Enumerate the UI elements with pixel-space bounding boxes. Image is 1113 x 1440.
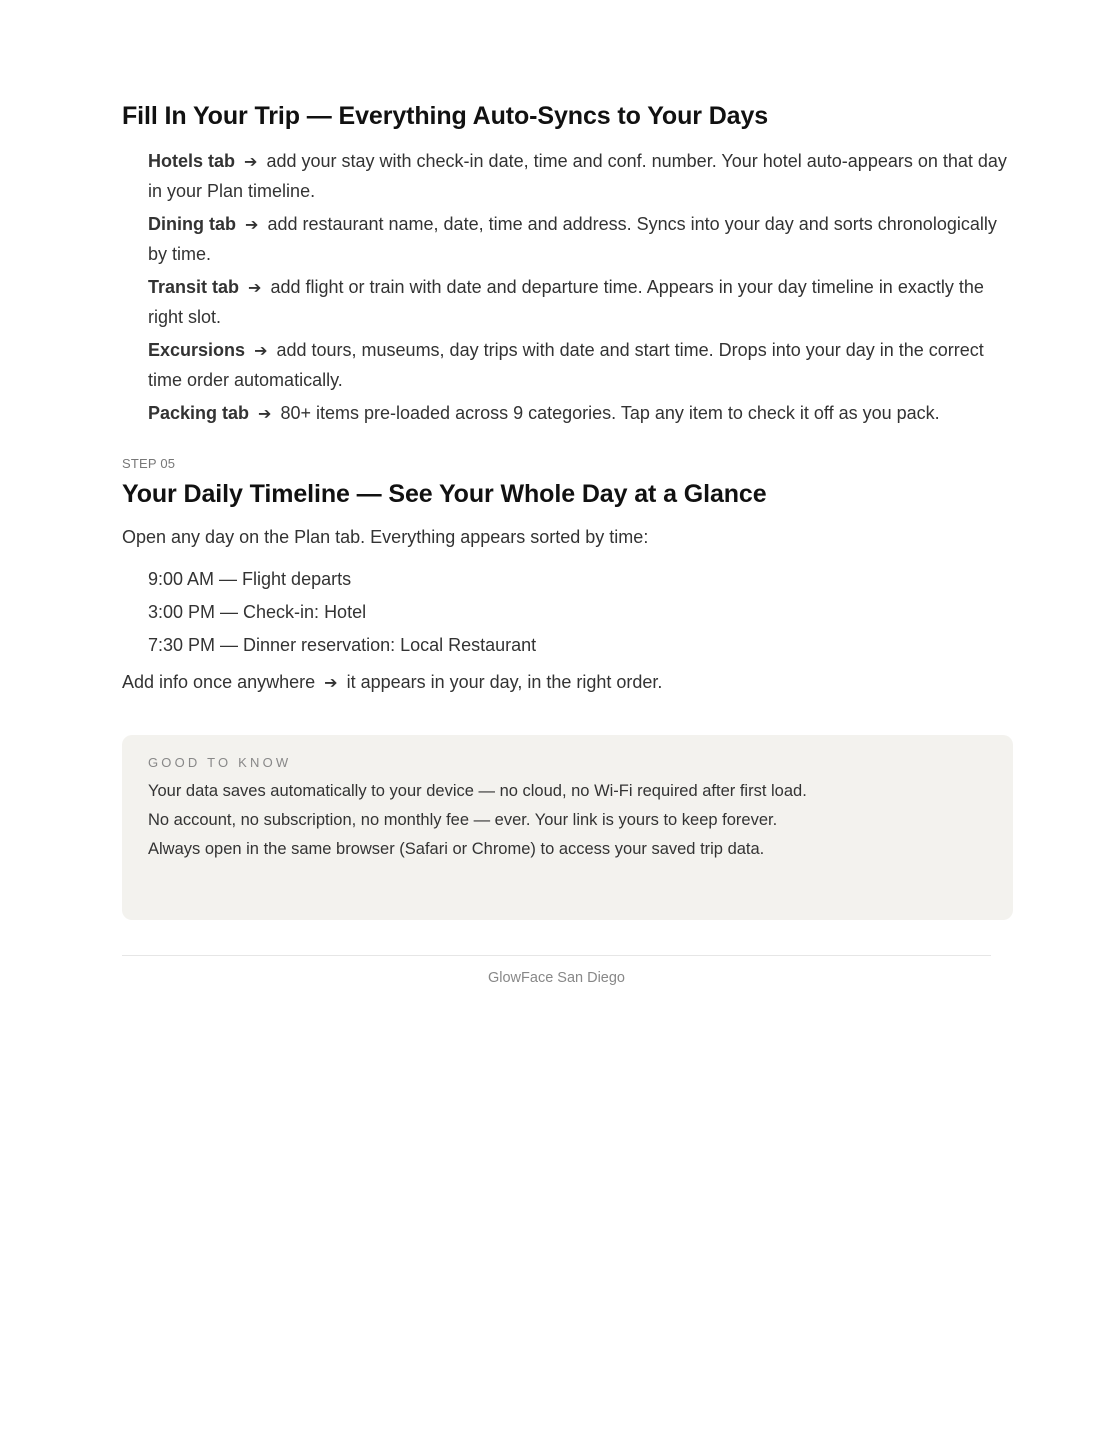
arrow-right-icon: ➔ [245,217,259,234]
arrow-right-icon: ➔ [248,280,262,297]
timeline-example-list [148,563,536,662]
item-label: Excursions [148,340,246,360]
outro-text-before: Add info once anywhere [122,672,316,692]
note-line: Always open in the same browser (Safari or Chrome) to access your saved trip data. [148,840,765,858]
item-label: Dining tab [148,214,236,234]
item-text: add flight or train with date and departure time. Appears in your day timeline in exactly the right slot. [148,277,984,327]
timeline-entry: 7:30 PM — Dinner reservation: Local Restaurant [148,635,537,655]
good-to-know-title: GOOD TO KNOW [148,755,292,770]
list-item-dining [148,210,1008,269]
item-text: add tours, museums, day trips with date and start time. Drops into your day in the correct time order automatically. [148,340,984,390]
section-heading-fill-in-trip: Fill In Your Trip — Everything Auto-Syncs to Your Days [122,102,769,130]
item-text: add your stay with check-in date, time and conf. number. Your hotel auto-appears on that day in your Plan timeline. [148,151,1007,201]
footer-text: GlowFace San Diego [487,970,625,986]
item-text: 80+ items pre-loaded across 9 categories. Tap any item to check it off as you pack. [280,403,940,423]
list-item-excursions [148,336,1008,395]
list-item-transit [148,273,1008,332]
item-label: Packing tab [148,403,250,423]
arrow-right-icon: ➔ [258,406,272,423]
arrow-right-icon: ➔ [254,343,268,360]
tab-instructions-list [148,147,1008,433]
arrow-right-icon: ➔ [324,675,338,692]
note-line: No account, no subscription, no monthly fee — ever. Your link is yours to keep forever. [148,811,778,829]
timeline-entry: 9:00 AM — Flight departs [148,569,352,589]
step-label: STEP 05 [122,456,176,471]
footer-divider [122,955,991,956]
good-to-know-lines [148,777,807,864]
list-item-hotels [148,147,1008,206]
list-item-packing [148,399,1008,429]
item-text: add restaurant name, date, time and address. Syncs into your day and sorts chronologically by time. [148,214,997,264]
section-heading-daily-timeline: Your Daily Timeline — See Your Whole Day at a Glance [122,480,767,508]
note-line: Your data saves automatically to your device — no cloud, no Wi-Fi required after first load. [148,782,807,800]
good-to-know-box [122,735,1013,920]
item-label: Hotels tab [148,151,236,171]
arrow-right-icon: ➔ [244,154,258,171]
timeline-outro [122,672,662,693]
item-label: Transit tab [148,277,240,297]
timeline-intro: Open any day on the Plan tab. Everything appears sorted by time: [122,527,649,547]
timeline-entry: 3:00 PM — Check-in: Hotel [148,602,367,622]
outro-text-after: it appears in your day, in the right order. [346,672,663,692]
